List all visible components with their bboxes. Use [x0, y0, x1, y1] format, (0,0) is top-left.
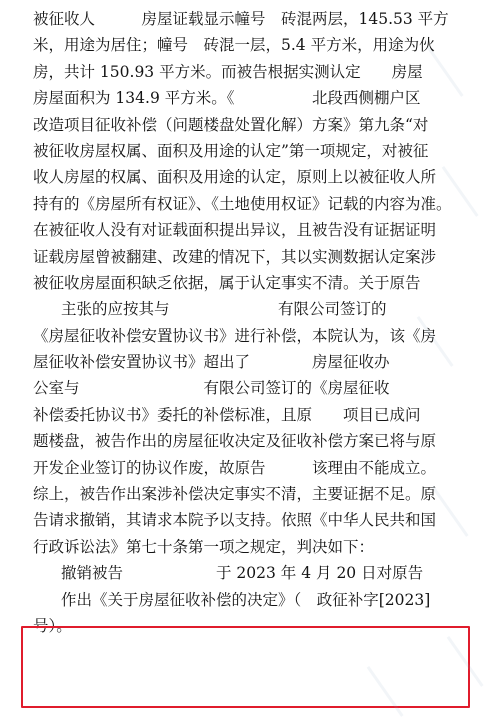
text-line: 持有的《房屋所有权证》、《土地使用权证》记载的内容为准。 — [33, 194, 452, 213]
text-line: 公室与 有限公司签订的《房屋征收 — [33, 379, 390, 398]
text-line: 收人房屋的权属、面积及用途的认定，原则上以被征收人所 — [33, 168, 437, 187]
text-line: 改造项目征收补偿（问题楼盘处置化解）方案》第九条“对 — [33, 115, 429, 134]
text-line: 撤销被告 于 2023 年 4 月 20 日对原告 — [61, 564, 424, 583]
text-line: 《房屋征收补偿安置协议书》进行补偿，本院认为，该《房 — [33, 326, 437, 345]
text-line: 综上，被告作出案涉补偿决定事实不清，主要证据不足。原 — [33, 485, 437, 504]
text-line: 证载房屋曾被翻建、改建的情况下，其以实测数据认定案涉 — [33, 247, 437, 266]
text-line: 号）。 — [33, 616, 72, 635]
text-line: 房，共计 150.93 平方米。而被告根据实测认定 房屋 — [33, 62, 423, 81]
text-line: 米，用途为居住；幢号 砖混一层，5.4 平方米，用途为伙 — [33, 36, 435, 55]
text-line: 作出《关于房屋征收补偿的决定》（ 政征补字[2023] — [61, 590, 431, 609]
text-line: 被征收房屋面积缺乏依据，属于认定事实不清。关于原告 — [33, 273, 421, 292]
text-line: 主张的应按其与 有限公司签订的 — [61, 300, 387, 319]
judgment-text — [33, 6, 473, 639]
text-line: 题楼盘，被告作出的房屋征收决定及征收补偿方案已将与原 — [33, 432, 437, 451]
text-line: 告请求撤销，其请求本院予以支持。依照《中华人民共和国 — [33, 511, 437, 530]
text-line: 在被征收人没有对证载面积提出异议，且被告没有证据证明 — [33, 221, 437, 240]
judgment-highlight-box — [21, 626, 470, 708]
text-line: 屋征收补偿安置协议书》超出了 房屋征收办 — [33, 353, 390, 372]
text-line: 房屋面积为 134.9 平方米。《 北段西侧棚户区 — [33, 89, 421, 108]
text-line: 补偿委托协议书》委托的补偿标准，且原 项目已成问 — [33, 405, 421, 424]
text-line: 开发企业签订的协议作废，故原告 该理由不能成立。 — [33, 458, 437, 477]
text-line: 被征收房屋权属、面积及用途的认定”第一项规定，对被征 — [33, 141, 429, 160]
text-line: 被征收人 房屋证载显示幢号 砖混两层，145.53 平方 — [33, 10, 449, 28]
text-line: 行政诉讼法》第七十条第一项之规定，判决如下： — [33, 537, 375, 556]
